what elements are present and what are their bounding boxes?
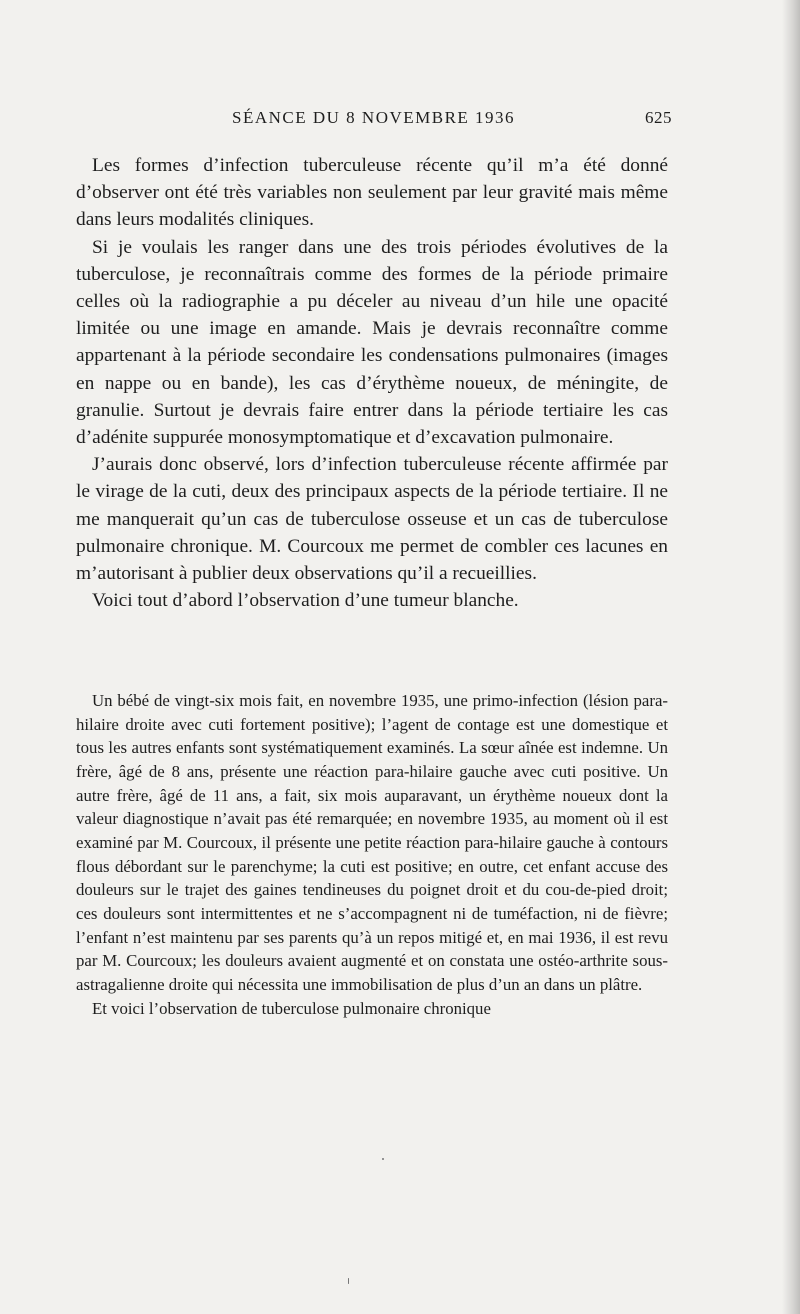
page-header — [232, 108, 672, 134]
page-edge-shadow — [782, 0, 800, 1314]
running-head: SÉANCE DU 8 NOVEMBRE 1936 — [232, 108, 516, 127]
observation-paragraph: Et voici l’observation de tuberculose pulmonaire chronique — [92, 998, 491, 1018]
paragraph: Les formes d’infection tuberculeuse récente qu’il m’a été donné d’observer ont été très variables non seulement par leur gravité mais même dans leurs modalités cliniques. — [76, 155, 668, 231]
page-number: 625 — [645, 108, 672, 127]
observation-text — [76, 689, 668, 1020]
paper-speck — [382, 1158, 384, 1160]
paragraph: J’aurais donc observé, lors d’infection tuberculeuse récente affirmée par le virage de la cuti, deux des principaux aspects de la période tertiaire. Il ne me manquerait qu’un cas de tuberculose osseuse et un cas de tuberculose pulmonaire chronique. M. Courcoux me permet de combler ces lacunes en m’autorisant à publier deux observations qu’il a recueillies. — [76, 454, 668, 585]
paragraph: Si je voulais les ranger dans une des trois périodes évolutives de la tuberculose, je reconnaîtrais comme des formes de la période primaire celles où la radiographie a pu déceler au niveau d’un hile une opacité limitée ou une image en amande. Mais je devrais reconnaître comme appartenant à la période secondaire les condensations pulmonaires (images en nappe ou en bande), les cas d’érythème noueux, de méningite, de granulie. Surtout je devrais faire entrer dans la période tertiaire les cas d’adénite suppurée monosymptomatique et d’excavation pulmonaire. — [76, 236, 668, 449]
observation-paragraph: Un bébé de vingt-six mois fait, en novembre 1935, une primo-infection (lésion para-hilaire droite avec cuti fortement positive); l’agent de contage est une domestique et tous les autres enfants sont systématiquement examinés. La sœur aînée est indemne. Un frère, âgé de 8 ans, présente une réaction para-hilaire gauche avec cuti positive. Un autre frère, âgé de 11 ans, a fait, six mois auparavant, un érythème noueux dont la valeur diagnostique n’avait pas été remarquée; en novembre 1935, au moment où il est examiné par M. Courcoux, il présente une petite réaction para-hilaire gauche à contours flous débordant sur le parenchyme; la cuti est positive; en outre, cet enfant accuse des douleurs sur le trajet des gaines tendineuses du poignet droit et du cou-de-pied droit; ces douleurs sont intermittentes et ne s’accompagnent ni de tuméfaction, ni de fièvre; l’enfant n’est maintenu par ses parents qu’à un repos mitigé et, en mai 1936, il est revu par M. Courcoux; les douleurs avaient augmenté et on constata une ostéo-arthrite sous-astragalienne droite qui nécessita une immobilisation de plus d’un an dans un plâtre. — [76, 691, 668, 994]
paper-speck — [348, 1278, 349, 1284]
paragraph: Voici tout d’abord l’observation d’une tumeur blanche. — [92, 590, 519, 612]
body-text — [76, 152, 668, 614]
